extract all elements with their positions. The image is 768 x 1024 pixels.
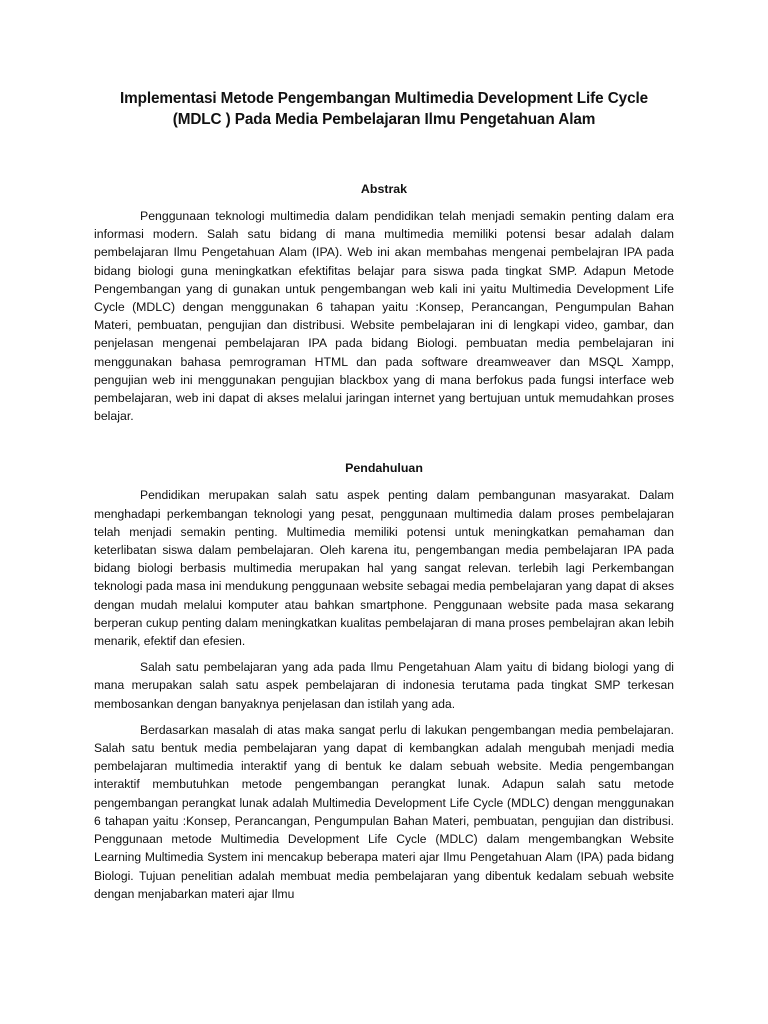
introduction-paragraph-3: Berdasarkan masalah di atas maka sangat perlu di lakukan pengembangan media pembelajaran. Salah satu bentuk media pembelajaran yang dapat di kembangkan adalah mengubah menjadi media pembelajaran multimedia interaktif yang di bentuk ke dalam sebuah website. Media pengembangan interaktif membutuhkan metode pengembangan perangkat lunak. Adapun salah satu metode pengembangan perangkat lunak adalah Multimedia Development Life Cycle (MDLC) dengan menggunakan 6 tahapan yaitu :Konsep, Perancangan, Pengumpulan Bahan Materi, pembuatan, pengujian dan distribusi. Penggunaan metode Multimedia Development Life Cycle (MDLC) dalam mengembangkan Website Learning Multimedia System ini mencakup beberapa materi ajar Ilmu Pengetahuan Alam (IPA) pada bidang Biologi. Tujuan penelitian adalah membuat media pembelajaran yang dibentuk kedalam sebuah website dengan menjabarkan materi ajar Ilmu	[94, 722, 674, 901]
abstract-paragraph: Penggunaan teknologi multimedia dalam pendidikan telah menjadi semakin penting dalam era informasi modern. Salah satu bidang di mana multimedia memiliki potensi besar adalah dalam pembelajaran Ilmu Pengetahuan Alam (IPA). Web ini akan membahas mengenai pembelajran IPA pada bidang biologi guna meningkatkan efektifitas belajar para siswa pada tingkat SMP. Adapun Metode Pengembangan yang di gunakan untuk pengembangan web kali ini yaitu Multimedia Development Life Cycle (MDLC) dengan menggunakan 6 tahapan yaitu :Konsep, Perancangan, Pengumpulan Bahan Materi, pembuatan, pengujian dan distribusi. Website pembelajaran ini di lengkapi video, gambar, dan penjelasan mengenai pembelajaran IPA pada bidang Biologi. pembuatan media pembelajaran ini menggunakan bahasa pemrograman HTML dan pada software dreamweaver dan MSQL Xampp, pengujian web ini menggunakan pengujian blackbox yang di mana berfokus pada fungsi interface web pembelajaran, web ini dapat di akses melalui jaringan internet yang bertujuan untuk memudahkan proses belajar.	[94, 209, 674, 424]
paper-title	[94, 88, 674, 130]
title-line-1: Implementasi Metode Pengembangan Multimedia Development Life Cycle	[119, 90, 649, 107]
introduction-heading: Pendahuluan	[345, 461, 423, 476]
introduction-paragraph-1: Pendidikan merupakan salah satu aspek penting dalam pembangunan masyarakat. Dalam menghadapi perkembangan teknologi yang pesat, penggunaan multimedia dalam proses pembelajaran telah menjadi semakin penting. Multimedia memiliki potensi untuk meningkatkan pemahaman dan keterlibatan siswa dalam pembelajaran. Oleh karena itu, pengembangan media pembelajaran IPA pada bidang biologi berbasis multimedia merupakan hal yang sangat relevan. terlebih lagi Perkembangan teknologi pada masa ini mendukung penggunaan website sebagai media pembelajaran yang dapat di akses dengan mudah melalui komputer atau bahkan smartphone. Penggunaan website pada masa sekarang berperan cukup penting dalam meningkatkan kualitas pembelajaran di mana proses pembelajran akan lebih menarik, efektif dan efesien.	[94, 488, 674, 649]
document-page	[94, 88, 674, 911]
introduction-paragraph-2: Salah satu pembelajaran yang ada pada Ilmu Pengetahuan Alam yaitu di bidang biologi yang di mana merupakan salah satu aspek pembelajaran di indonesia terutama pada tingkat SMP terkesan membosankan dengan banyaknya penjelasan dan istilah yang ada.	[94, 660, 674, 711]
title-line-2: (MDLC ) Pada Media Pembelajaran Ilmu Pengetahuan Alam	[172, 111, 596, 128]
abstract-heading: Abstrak	[360, 182, 408, 196]
